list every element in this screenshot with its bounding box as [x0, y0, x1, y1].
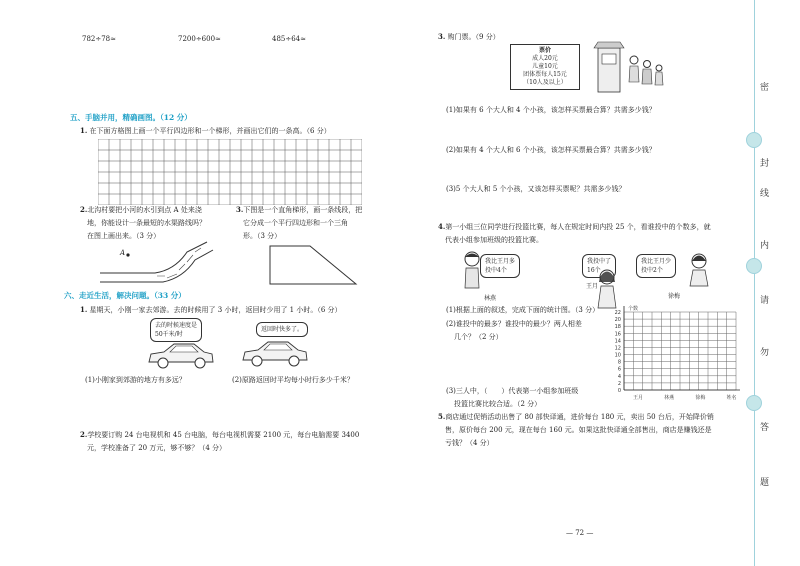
girl-figure-icon: [688, 252, 710, 288]
q5-3-num: 3.: [236, 205, 244, 214]
q6-1: [80, 303, 342, 317]
price-title: 票价: [538, 47, 551, 54]
seal-char: 线: [760, 189, 770, 199]
xumei-bubble-line2: 投中2个: [641, 267, 663, 274]
x-category-label: 姓名: [726, 395, 737, 401]
y-tick-label: 18: [614, 324, 621, 331]
r-q5-line2: 售，原价每台 200 元，现在每台 160 元。如果这批快译通全部售出，商店是赚钱还是: [445, 426, 712, 434]
q6-1-sub2: (2)原路返回时平均每小时行多少千米？: [232, 376, 354, 384]
name-linyan: 林燕: [484, 295, 497, 302]
r-q4-line1: 第一小组三位同学进行投篮比赛，每人在规定时间内投 25 个，看谁投中的个数多，就: [445, 223, 711, 231]
seal-char: 封: [760, 159, 770, 169]
seal-char: 题: [760, 478, 770, 488]
q5-1-num: 1.: [80, 126, 88, 135]
price-group: 团体票每人15元: [523, 71, 567, 78]
q5-1: [80, 124, 331, 138]
speed-bubble-line2: 50千米/时: [155, 331, 183, 338]
q6-1-num: 1.: [80, 305, 88, 314]
r-q3-sub2: (2)如果有 4 个大人和 6 个小孩，该怎样买票最合算？共需多少钱？: [446, 146, 656, 154]
r-q4: [438, 220, 711, 247]
r-q5: [438, 410, 714, 450]
y-tick-label: 0: [617, 388, 621, 394]
r-q3-sub3: (3)5 个大人和 5 个小孩，又该怎样买票呢？共需多少钱？: [446, 185, 626, 193]
y-tick-label: 14: [614, 338, 621, 345]
price-board: [510, 44, 580, 90]
r-q5-line1: 商店通过促销活动出售了 80 部快译通，进价每台 180 元，卖出 50 台后，开始降价销: [445, 413, 714, 421]
seal-line: [754, 0, 755, 566]
speed-bubble-line1: 去的时候速度是: [155, 322, 198, 329]
q6-2-line1: 学校要订购 24 台电视机和 45 台电脑，每台电视机需要 2100 元，每台电脑需要 3400: [87, 431, 360, 439]
q5-3-line2: 它分成一个平行四边形和一个三角: [243, 219, 348, 227]
car-icon: [146, 340, 216, 370]
calc-3: 485÷64≈: [272, 35, 306, 43]
name-xumei: 徐梅: [668, 293, 681, 300]
r-q3-num: 3.: [438, 32, 446, 41]
point-a-label: A: [120, 249, 126, 257]
boy-figure-icon: [462, 250, 482, 290]
speed-bubble: [150, 318, 202, 342]
trapezoid-figure: [262, 244, 362, 286]
q6-2-line2: 元，学校准备了 20 万元，够不够？（4 分）: [87, 444, 227, 452]
r-q4-s1: (1)根据上面的叙述，完成下面的统计图。（3 分）: [446, 306, 600, 314]
price-adult: 成人20元: [532, 55, 558, 62]
y-tick-label: 2: [617, 380, 621, 387]
r-q5-line3: 亏钱？（4 分）: [445, 439, 494, 447]
r-q5-num: 5.: [438, 412, 446, 421]
x-category-label: 林燕: [664, 395, 675, 401]
r-q4-s2: [446, 318, 582, 344]
r-q4-s3-line1: (3)三人中，（ ）代表第一小组参加班级: [446, 387, 579, 395]
seal-char: 密: [760, 83, 770, 93]
r-q4-s3-line2: 投篮比赛比较合适。（2 分）: [454, 400, 542, 408]
car-icon: [240, 338, 310, 368]
q5-2-line3: 在图上画出来。（3 分）: [87, 232, 161, 240]
q5-3-line3: 形。（3 分）: [243, 232, 282, 240]
xumei-bubble-line1: 我比王月少: [641, 258, 672, 265]
r-q4-s2-line1: (2)谁投中的最多？谁投中的最少？两人相差: [446, 320, 582, 328]
r-q3: [438, 30, 500, 44]
y-tick-label: 8: [617, 359, 621, 366]
q5-2-line1: 北沟村要把小河的水引到点 A 处来浇: [87, 206, 202, 214]
y-tick-label: 16: [614, 331, 621, 338]
ticket-office-illustration: [592, 38, 670, 94]
seal-circle: [746, 258, 762, 274]
statistics-chart[interactable]: [608, 304, 744, 404]
river-figure: [95, 240, 215, 284]
seal-circle: [746, 132, 762, 148]
r-q4-num: 4.: [438, 222, 446, 231]
q5-2: [80, 203, 230, 243]
wangyue-bubble-line2: 16个: [587, 267, 601, 274]
q6-2-num: 2.: [80, 430, 88, 439]
seal-char: 内: [760, 241, 770, 251]
linyan-bubble-line2: 投中4个: [485, 267, 507, 274]
y-tick-label: 22: [614, 310, 621, 316]
q5-2-line2: 地，你能设计一条最短的水渠路线吗？: [87, 219, 206, 227]
price-group-note: （10人及以上）: [523, 79, 567, 86]
q5-3-line1: 下图是一个直角梯形，画一条线段，把: [243, 206, 363, 214]
name-wangyue: 王月: [586, 283, 599, 290]
q5-1-text: 在下面方格图上画一个平行四边形和一个梯形，并画出它们的一条高。（6 分）: [89, 127, 331, 135]
x-category-label: 王月: [632, 395, 644, 401]
section-6-title: 六、走近生活，解决问题。（33 分）: [64, 291, 186, 300]
r-q4-line2: 代表小组参加班级的投篮比赛。: [445, 236, 543, 244]
return-bubble: 返回时快多了。: [256, 322, 308, 337]
r-q4-s2-line2: 几个？（2 分）: [454, 333, 503, 341]
x-category-label: 徐梅: [695, 395, 706, 401]
page-number: — 72 —: [566, 529, 594, 537]
q6-1-text: 星期天，小刚一家去郊游。去的时候用了 3 小时，返回时少用了 1 小时。（6 分）: [89, 306, 342, 314]
square-grid[interactable]: [98, 139, 362, 205]
r-q3-title: 购门票。（9 分）: [447, 33, 500, 41]
wangyue-bubble-line1: 我投中了: [587, 258, 612, 265]
y-tick-label: 12: [614, 345, 621, 352]
q6-2: [80, 428, 359, 455]
section-5-title: 五、手脑并用，精确画图。（12 分）: [70, 113, 192, 122]
seal-char: 答: [760, 423, 770, 433]
y-tick-label: 10: [614, 352, 621, 359]
linyan-bubble: [480, 254, 520, 278]
calc-1: 782÷78≈: [82, 35, 116, 43]
seal-char: 勿: [760, 348, 770, 358]
xumei-bubble: [636, 254, 676, 278]
q5-2-num: 2.: [80, 205, 88, 214]
q6-1-sub1: (1)小刚家到郊游的地方有多远？: [85, 376, 186, 384]
q5-3: [236, 203, 386, 243]
y-axis-label: 个数: [628, 306, 639, 312]
linyan-bubble-line1: 我比王月多: [485, 258, 516, 265]
r-q4-s3: [446, 385, 578, 411]
seal-circle: [746, 395, 762, 411]
seal-char: 请: [760, 296, 770, 306]
y-tick-label: 6: [617, 366, 621, 373]
y-tick-label: 4: [617, 373, 621, 380]
r-q3-sub1: (1)如果有 6 个大人和 4 个小孩，该怎样买票最合算？共需多少钱？: [446, 106, 656, 114]
y-tick-label: 20: [614, 317, 621, 324]
calc-2: 7200÷600≈: [178, 35, 221, 43]
price-child: 儿童10元: [532, 63, 558, 70]
